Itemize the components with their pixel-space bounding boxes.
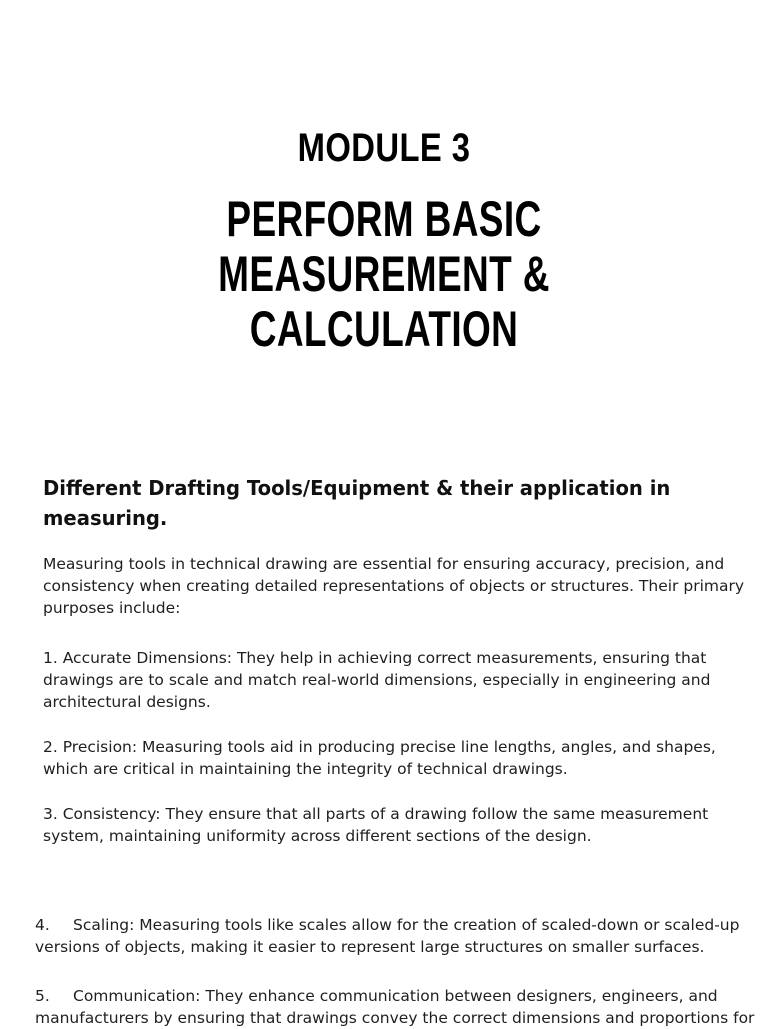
list-number: 4. <box>35 916 50 934</box>
purpose-item-communication <box>35 985 765 1029</box>
list-text: Communication: They enhance communication between designers, engineers, and manufacturers by ensuring that drawings convey the correct dimensions and proportions for <box>35 987 755 1027</box>
purpose-item-scaling <box>35 914 750 958</box>
purpose-item-accurate-dimensions: 1. Accurate Dimensions: They help in achieving correct measurements, ensuring that drawings are to scale and match real-world dimensions, especially in engineering and architectural designs. <box>43 649 711 711</box>
module-title: MODULE 3 <box>297 126 471 170</box>
list-number: 5. <box>35 987 50 1005</box>
purpose-item-consistency: 3. Consistency: They ensure that all parts of a drawing follow the same measurement system, maintaining uniformity across different sections of the design. <box>43 805 709 845</box>
main-title <box>100 192 668 357</box>
list-text: Scaling: Measuring tools like scales allow for the creation of scaled-down or scaled-up versions of objects, making it easier to represent large structures on smaller surfaces. <box>35 916 740 956</box>
main-title-line-2: CALCULATION <box>249 301 519 357</box>
purpose-item-precision: 2. Precision: Measuring tools aid in producing precise line lengths, angles, and shapes, which are critical in maintaining the integrity of technical drawings. <box>43 738 716 778</box>
main-title-line-1: PERFORM BASIC MEASUREMENT & <box>218 191 550 302</box>
intro-paragraph: Measuring tools in technical drawing are essential for ensuring accuracy, precision, and consistency when creating detailed representations of objects or structures. Their primary purposes include: <box>43 555 745 617</box>
section-heading: Different Drafting Tools/Equipment & their application in measuring. <box>43 476 671 530</box>
